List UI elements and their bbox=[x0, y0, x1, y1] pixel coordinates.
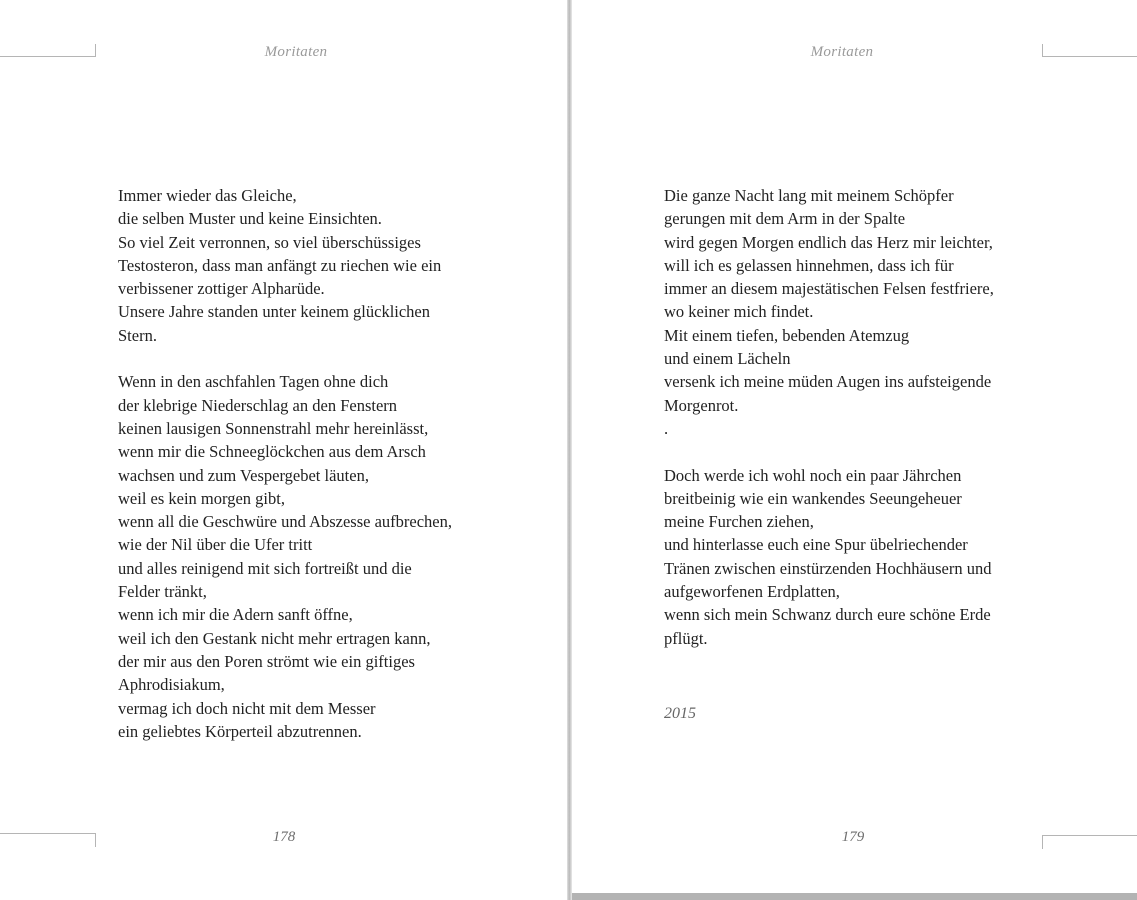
crop-mark-top-left bbox=[0, 44, 96, 57]
poem-line: meine Furchen ziehen, bbox=[664, 512, 814, 532]
poem-text-left bbox=[118, 184, 518, 743]
poem-line: versenk ich meine müden Augen ins aufsteigende bbox=[664, 372, 992, 392]
poem-line: weil es kein morgen gibt, bbox=[118, 488, 285, 508]
poem-line: aufgeworfenen Erdplatten, bbox=[664, 582, 840, 602]
poem-line: Tränen zwischen einstürzenden Hochhäusern und bbox=[664, 558, 992, 578]
poem-line: Testosteron, dass man anfängt zu riechen wie ein bbox=[118, 255, 442, 275]
poem-line: weil ich den Gestank nicht mehr ertragen kann, bbox=[118, 628, 431, 648]
book-page-right bbox=[569, 0, 1137, 900]
poem-line: . bbox=[664, 418, 669, 438]
poem-stanza bbox=[118, 370, 518, 743]
poem-line: Die ganze Nacht lang mit meinem Schöpfer bbox=[664, 186, 954, 205]
poem-line: und alles reinigend mit sich fortreißt und die bbox=[118, 558, 412, 578]
poem-line: will ich es gelassen hinnehmen, dass ich für bbox=[664, 255, 954, 275]
poem-line: immer an diesem majestätischen Felsen festfriere, bbox=[664, 279, 994, 299]
poem-line: Immer wieder das Gleiche, bbox=[118, 186, 297, 205]
poem-year: 2015 bbox=[664, 704, 696, 722]
poem-line: wenn ich mir die Adern sanft öffne, bbox=[118, 605, 353, 625]
crop-mark-top-right bbox=[1042, 44, 1137, 57]
running-header-right: Moritaten bbox=[810, 44, 874, 60]
book-page-left bbox=[0, 0, 568, 900]
poem-line: Doch werde ich wohl noch ein paar Jährchen bbox=[664, 465, 962, 485]
poem-line: Morgenrot. bbox=[664, 395, 739, 415]
next-page-edge bbox=[572, 893, 1137, 900]
poem-line: wenn mir die Schneeglöckchen aus dem Arsch bbox=[118, 442, 426, 462]
poem-line: Wenn in den aschfahlen Tagen ohne dich bbox=[118, 372, 389, 392]
poem-line: wie der Nil über die Ufer tritt bbox=[118, 535, 313, 555]
poem-line: pflügt. bbox=[664, 628, 708, 648]
poem-line: verbissener zottiger Alpharüde. bbox=[118, 279, 325, 299]
running-header-left: Moritaten bbox=[264, 44, 328, 60]
poem-line: Mit einem tiefen, bebenden Atemzug bbox=[664, 325, 910, 345]
page-number-right: 179 bbox=[841, 829, 865, 845]
poem-line: der mir aus den Poren strömt wie ein giftiges bbox=[118, 651, 415, 671]
poem-line: Aphrodisiakum, bbox=[118, 675, 225, 695]
poem-line: wenn sich mein Schwanz durch eure schöne Erde bbox=[664, 605, 991, 625]
poem-stanza bbox=[118, 184, 518, 347]
poem-line: So viel Zeit verronnen, so viel überschüssiges bbox=[118, 232, 421, 252]
poem-stanza bbox=[664, 464, 1064, 650]
poem-text-right bbox=[664, 184, 1064, 725]
poem-line: wachsen und zum Vespergebet läuten, bbox=[118, 465, 369, 485]
poem-line: vermag ich doch nicht mit dem Messer bbox=[118, 698, 376, 718]
poem-line: breitbeinig wie ein wankendes Seeungeheuer bbox=[664, 488, 962, 508]
crop-mark-bottom-right bbox=[1042, 835, 1137, 849]
poem-line: gerungen mit dem Arm in der Spalte bbox=[664, 209, 906, 229]
poem-line: und einem Lächeln bbox=[664, 349, 791, 369]
poem-line: Unsere Jahre standen unter keinem glücklichen bbox=[118, 302, 431, 322]
poem-line: wo keiner mich findet. bbox=[664, 302, 814, 322]
poem-line: die selben Muster und keine Einsichten. bbox=[118, 209, 382, 229]
poem-line: und hinterlasse euch eine Spur übelriechender bbox=[664, 535, 968, 555]
poem-line: Stern. bbox=[118, 325, 157, 345]
poem-line: wenn all die Geschwüre und Abszesse aufbrechen, bbox=[118, 512, 453, 532]
poem-line: wird gegen Morgen endlich das Herz mir leichter, bbox=[664, 232, 993, 252]
poem-line: Felder tränkt, bbox=[118, 582, 207, 602]
poem-stanza bbox=[664, 184, 1064, 440]
poem-line: der klebrige Niederschlag an den Fenstern bbox=[118, 395, 398, 415]
crop-mark-bottom-left bbox=[0, 833, 96, 847]
page-number-left: 178 bbox=[272, 829, 296, 845]
page-gutter-divider bbox=[567, 0, 572, 900]
poem-line: keinen lausigen Sonnenstrahl mehr hereinlässt, bbox=[118, 418, 429, 438]
poem-line: ein geliebtes Körperteil abzutrennen. bbox=[118, 721, 362, 741]
